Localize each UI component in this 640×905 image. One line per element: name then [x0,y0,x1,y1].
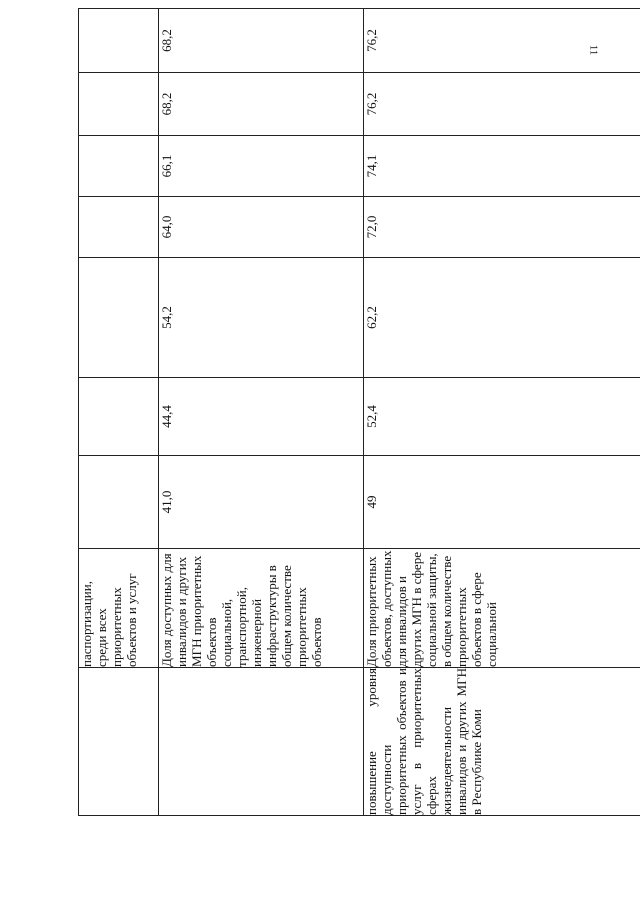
task-cell [79,668,159,816]
value-cell: 72,0 [364,197,640,258]
value-cell [79,197,159,258]
task-cell: повышение уровня доступности приоритетных объектов и услуг в приоритетных сферах жизнедеятельности инвалидов и других МГН в Республике Коми [364,668,640,816]
table-row [159,9,364,816]
value-cell: 74,1 [364,136,640,197]
value-cell: 68,2 [159,9,364,73]
indicator-cell: Доля доступных для инвалидов и других МГН приоритетных объектов социальной, транспортной, инженерной инфраструктуры в общем количестве приоритетных объектов [159,549,364,668]
value-cell [79,456,159,549]
value-cell: 64,0 [159,197,364,258]
value-cell: 49 [364,456,640,549]
task-cell [159,668,364,816]
value-cell [79,9,159,73]
value-cell [79,258,159,378]
indicator-cell: паспортизации, среди всех приоритетных объектов и услуг [79,549,159,668]
value-cell [79,73,159,136]
value-cell: 62,2 [364,258,640,378]
table-row [364,9,640,816]
table-row [79,9,159,816]
value-cell: 44,4 [159,378,364,456]
value-cell: 52,4 [364,378,640,456]
value-cell [79,378,159,456]
value-cell: 66,1 [159,136,364,197]
value-cell: 68,2 [159,73,364,136]
indicators-table [78,8,640,816]
rotated-table-container [78,9,640,816]
value-cell [79,136,159,197]
value-cell: 76,2 [364,9,640,73]
page-number: 11 [587,44,599,56]
value-cell: 41,0 [159,456,364,549]
indicator-cell: Доля приоритетных объектов, доступных для инвалидов и других МГН в сфере социальной защиты, в общем количестве приоритетных объектов в сфере социальной [364,549,640,668]
value-cell: 76,2 [364,73,640,136]
value-cell: 54,2 [159,258,364,378]
